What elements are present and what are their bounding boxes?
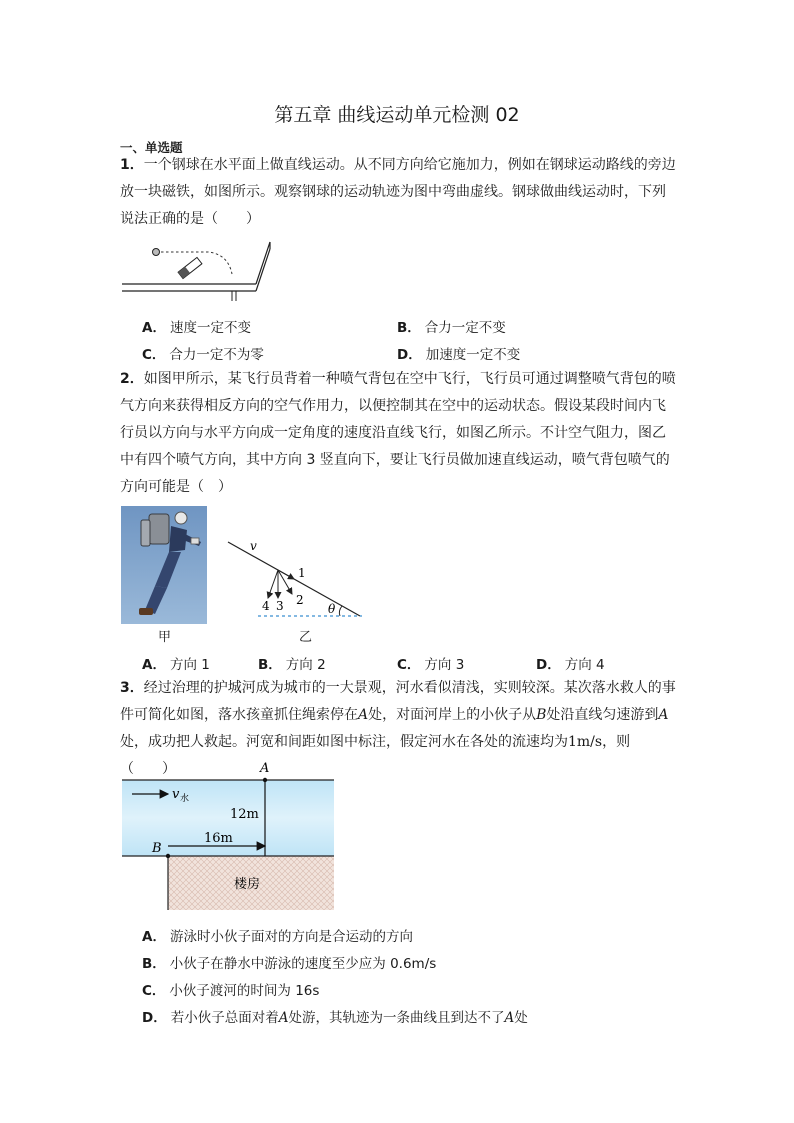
q1-option-c[interactable]: C． 合力一定不为零 xyxy=(142,347,264,363)
label-1: 1 xyxy=(298,566,306,580)
question-2 xyxy=(120,366,676,501)
q2-option-b[interactable]: B． 方向 2 xyxy=(258,657,326,673)
label-16m: 16m xyxy=(204,831,233,846)
q1-option-a[interactable]: A． 速度一定不变 xyxy=(142,320,251,336)
section-heading: 一、单选题 xyxy=(120,140,183,155)
label-B: B xyxy=(152,841,162,856)
q3-option-d[interactable]: D． 若小伙子总面对着A处游，其轨迹为一条曲线且到达不了A处 xyxy=(142,1010,528,1026)
label-theta: θ xyxy=(328,602,336,616)
question-number: 2． xyxy=(120,371,144,387)
arrow-4 xyxy=(268,570,278,598)
label-A: A xyxy=(260,761,270,776)
question-3: 3．经过治理的护城河成为城市的一大景观，河水看似清浅，实则较深。某次落水救人的事件可简化如图，落水孩童抓住绳索停在A处，对面河岸上的小伙子从B处沿直线匀速游到A处，成功把人救起。河宽和间距如图中标注，假定河水在各处的流速均为1m/s，则（ ） xyxy=(120,680,676,777)
question-text: 如图甲所示，某飞行员背着一种喷气背包在空中飞行，飞行员可通过调整喷气背包的喷气方向来获得相反方向的空气作用力，以便控制其在空中的运动状态。假设某段时间内飞行员以方向与水平方向成一定角度的速度沿直线飞行，如图乙所示。不计空气阻力，图乙中有四个喷气方向，其中方向 3 竖直向下，要让飞行员做加速直线运动，喷气背包喷气的方向可能是（ ） xyxy=(120,371,676,495)
steel-ball xyxy=(153,249,160,256)
q3-option-a[interactable]: A． 游泳时小伙子面对的方向是合运动的方向 xyxy=(142,929,413,945)
q2-option-a[interactable]: A． 方向 1 xyxy=(142,657,210,673)
label-2: 2 xyxy=(296,593,304,607)
figure-caption-jia: 甲 xyxy=(158,630,172,645)
figure-caption-yi: 乙 xyxy=(299,630,313,645)
magnet-icon xyxy=(178,257,202,278)
q1-option-b[interactable]: B． 合力一定不变 xyxy=(397,320,506,336)
figure-steel-ball-magnet xyxy=(120,236,280,304)
q3-option-c[interactable]: C． 小伙子渡河的时间为 16s xyxy=(142,983,320,999)
page-title: 第五章 曲线运动单元检测 02 xyxy=(274,104,520,126)
q1-option-d[interactable]: D． 加速度一定不变 xyxy=(397,347,521,363)
question-text: 一个钢球在水平面上做直线运动。从不同方向给它施加力，例如在钢球运动路线的旁边放一块磁铁，如图所示。观察钢球的运动轨迹为图中弯曲虚线。钢球做曲线运动时，下列说法正确的是（ ） xyxy=(120,157,676,227)
label-v-water: v xyxy=(172,787,180,802)
label-12m: 12m xyxy=(230,807,259,822)
photo-jetpack-pilot xyxy=(121,506,207,624)
figure-jet-directions xyxy=(222,534,364,624)
figure-river-rescue xyxy=(120,760,340,912)
q2-option-c[interactable]: C． 方向 3 xyxy=(397,657,465,673)
label-v-sub: 水 xyxy=(180,794,190,804)
question-1 xyxy=(120,152,676,233)
q2-option-d[interactable]: D． 方向 4 xyxy=(536,657,605,673)
q3-option-b[interactable]: B． 小伙子在静水中游泳的速度至少应为 0.6m/s xyxy=(142,956,437,972)
label-4: 4 xyxy=(262,599,270,613)
question-number: 3． xyxy=(120,680,144,696)
question-number: 1． xyxy=(120,157,144,173)
label-building: 楼房 xyxy=(234,877,261,892)
label-v: v xyxy=(250,539,257,553)
label-3: 3 xyxy=(276,599,284,613)
